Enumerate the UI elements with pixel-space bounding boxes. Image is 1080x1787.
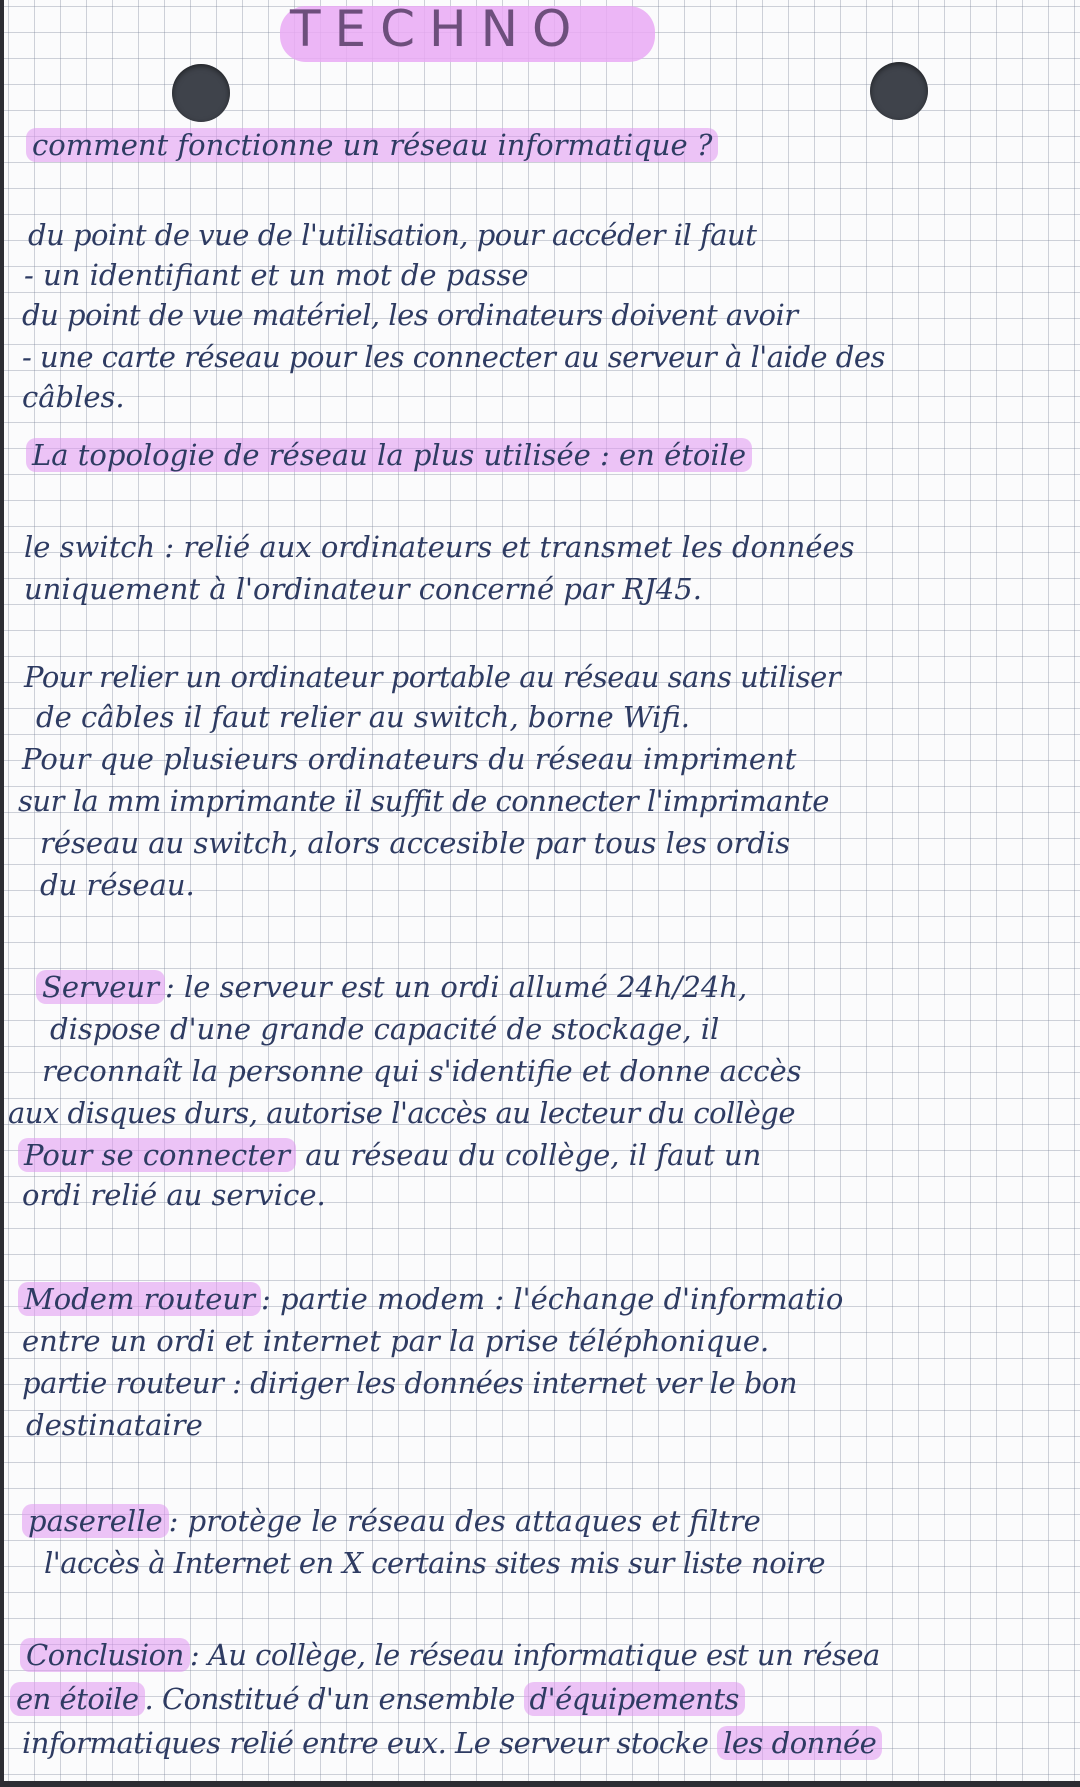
page-edge-bottom — [0, 1781, 1080, 1787]
text-line: câbles. — [22, 380, 125, 414]
wifi-line: Pour que plusieurs ordinateurs du réseau impriment — [22, 742, 797, 776]
gateway-label: paserelle — [22, 1504, 169, 1538]
gateway-line: paserelle : protège le réseau des attaques et filtre — [22, 1504, 761, 1538]
page-title: TECHNO — [290, 0, 586, 58]
modem-line: entre un ordi et internet par la prise téléphonique. — [22, 1324, 770, 1358]
server-line: dispose d'une grande capacité de stockage, il — [50, 1012, 720, 1046]
modem-label: Modem routeur — [18, 1282, 261, 1316]
conclusion-line: Conclusion : Au collège, le réseau informatique est un résea — [20, 1638, 880, 1672]
conclusion-line: en étoile . Constitué d'un ensemble d'équipements — [10, 1682, 745, 1716]
conclusion-label: Conclusion — [20, 1638, 190, 1672]
server-label: Serveur — [36, 970, 165, 1004]
binder-hole-right — [870, 62, 928, 120]
modem-line: destinataire — [26, 1408, 203, 1442]
text-line: du point de vue matériel, les ordinateurs doivent avoir — [22, 298, 798, 332]
wifi-line: du réseau. — [40, 868, 195, 902]
connect-label: Pour se connecter — [18, 1138, 296, 1172]
text-line: - un identifiant et un mot de passe — [24, 258, 529, 292]
modem-line: partie routeur : diriger les données internet ver le bon — [22, 1366, 798, 1400]
wifi-line: sur la mm imprimante il suffit de connecter l'imprimante — [18, 784, 829, 818]
wifi-line: de câbles il faut relier au switch, borne Wifi. — [36, 700, 690, 734]
gateway-line: l'accès à Internet en X certains sites mis sur liste noire — [44, 1546, 825, 1580]
wifi-line: Pour relier un ordinateur portable au réseau sans utiliser — [24, 660, 841, 694]
page-edge-left — [0, 0, 4, 1787]
server-connect-line: Pour se connecter au réseau du collège, il faut un — [18, 1138, 761, 1172]
switch-line: uniquement à l'ordinateur concerné par RJ45. — [24, 572, 702, 606]
server-line: reconnaît la personne qui s'identifie et donne accès — [42, 1054, 802, 1088]
modem-line: Modem routeur : partie modem : l'échange d'informatio — [18, 1282, 843, 1316]
text-line: - une carte réseau pour les connecter au serveur à l'aide des — [22, 340, 885, 374]
server-line: ordi relié au service. — [22, 1178, 326, 1212]
binder-hole-left — [172, 64, 230, 122]
wifi-line: réseau au switch, alors accesible par tous les ordis — [40, 826, 791, 860]
heading: comment fonctionne un réseau informatique ? — [26, 128, 718, 162]
topology-heading: La topologie de réseau la plus utilisée : en étoile — [26, 438, 752, 472]
server-line: aux disques durs, autorise l'accès au lecteur du collège — [8, 1096, 795, 1130]
server-line: Serveur : le serveur est un ordi allumé 24h/24h, — [36, 970, 747, 1004]
conclusion-line: informatiques relié entre eux. Le serveur stocke les donnée — [22, 1726, 882, 1760]
text-line: du point de vue de l'utilisation, pour accéder il faut — [28, 218, 757, 252]
switch-line: le switch : relié aux ordinateurs et transmet les données — [24, 530, 855, 564]
